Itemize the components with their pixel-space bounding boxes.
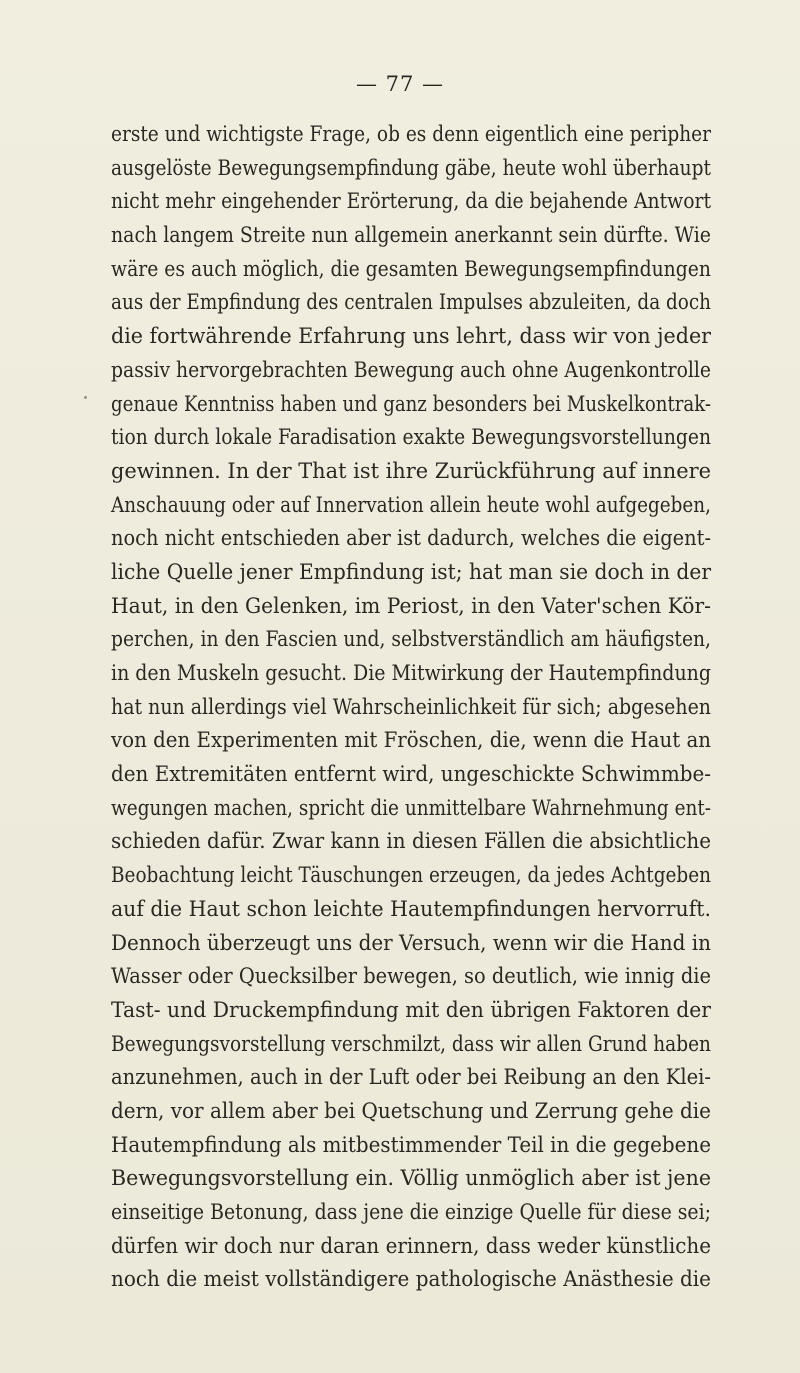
text-line: Tast- und Druckempfindung mit den übrigen Faktoren der	[111, 997, 711, 1023]
text-line: ausgelöste Bewegungsempfindung gäbe, heute wohl überhaupt	[111, 155, 711, 181]
text-line: nicht mehr eingehender Erörterung, da die bejahende Antwort	[111, 189, 711, 215]
text-line: dürfen wir doch nur daran erinnern, dass weder künstliche	[111, 1233, 711, 1259]
text-line: Bewegungsvorstellung ein. Völlig unmöglich aber ist jene	[111, 1166, 711, 1192]
page-number: — 77 —	[355, 72, 445, 96]
body-text	[111, 118, 711, 1297]
text-line: noch die meist vollständigere pathologische Anästhesie die	[111, 1267, 711, 1293]
text-line: Bewegungsvorstellung verschmilzt, dass wir allen Grund haben	[111, 1031, 711, 1057]
text-line: perchen, in den Fascien und, selbstverständlich am häufigsten,	[111, 627, 711, 653]
text-line: Beobachtung leicht Täuschungen erzeugen, da jedes Achtgeben	[111, 863, 711, 889]
text-line: Dennoch überzeugt uns der Versuch, wenn wir die Hand in	[111, 930, 711, 956]
text-line: gewinnen. In der That ist ihre Zurückführung auf innere	[111, 458, 711, 484]
text-line: Wasser oder Quecksilber bewegen, so deutlich, wie innig die	[111, 964, 711, 990]
text-line: auf die Haut schon leichte Hautempfindungen hervorruft.	[111, 896, 711, 922]
text-line: noch nicht entschieden aber ist dadurch, welches die eigent-	[111, 526, 711, 552]
text-line: hat nun allerdings viel Wahrscheinlichkeit für sich; abgesehen	[111, 694, 711, 720]
text-line: aus der Empfindung des centralen Impulses abzuleiten, da doch	[111, 290, 711, 316]
text-line: Anschauung oder auf Innervation allein heute wohl aufgegeben,	[111, 492, 711, 518]
text-line: nach langem Streite nun allgemein anerkannt sein dürfte. Wie	[111, 223, 711, 249]
text-line: liche Quelle jener Empfindung ist; hat man sie doch in der	[111, 559, 711, 585]
text-line: dern, vor allem aber bei Quetschung und Zerrung gehe die	[111, 1098, 711, 1124]
text-line: Haut, in den Gelenken, im Periost, in den Vater'schen Kör-	[111, 593, 711, 619]
text-line: den Extremitäten entfernt wird, ungeschickte Schwimmbe-	[111, 762, 711, 788]
text-line: anzunehmen, auch in der Luft oder bei Reibung an den Klei-	[111, 1065, 711, 1091]
text-line: die fortwährende Erfahrung uns lehrt, dass wir von jeder	[111, 324, 711, 350]
text-line: einseitige Betonung, dass jene die einzige Quelle für diese sei;	[111, 1200, 711, 1225]
text-line: Hautempfindung als mitbestimmender Teil in die gegebene	[111, 1132, 711, 1158]
text-line: genaue Kenntniss haben und ganz besonders bei Muskelkontrak-	[111, 391, 711, 417]
margin-speck	[84, 396, 87, 399]
text-line: wäre es auch möglich, die gesamten Bewegungsempfindungen	[111, 256, 711, 282]
text-line: passiv hervorgebrachten Bewegung auch ohne Augenkontrolle	[111, 357, 711, 383]
text-line: schieden dafür. Zwar kann in diesen Fällen die absichtliche	[111, 829, 711, 855]
text-line: tion durch lokale Faradisation exakte Bewegungsvorstellungen	[111, 425, 711, 451]
text-line: erste und wichtigste Frage, ob es denn eigentlich eine peripher	[111, 122, 711, 147]
text-line: wegungen machen, spricht die unmittelbare Wahrnehmung ent-	[111, 795, 711, 821]
text-line: von den Experimenten mit Fröschen, die, wenn die Haut an	[111, 728, 711, 754]
text-line: in den Muskeln gesucht. Die Mitwirkung der Hautempfindung	[111, 661, 711, 686]
